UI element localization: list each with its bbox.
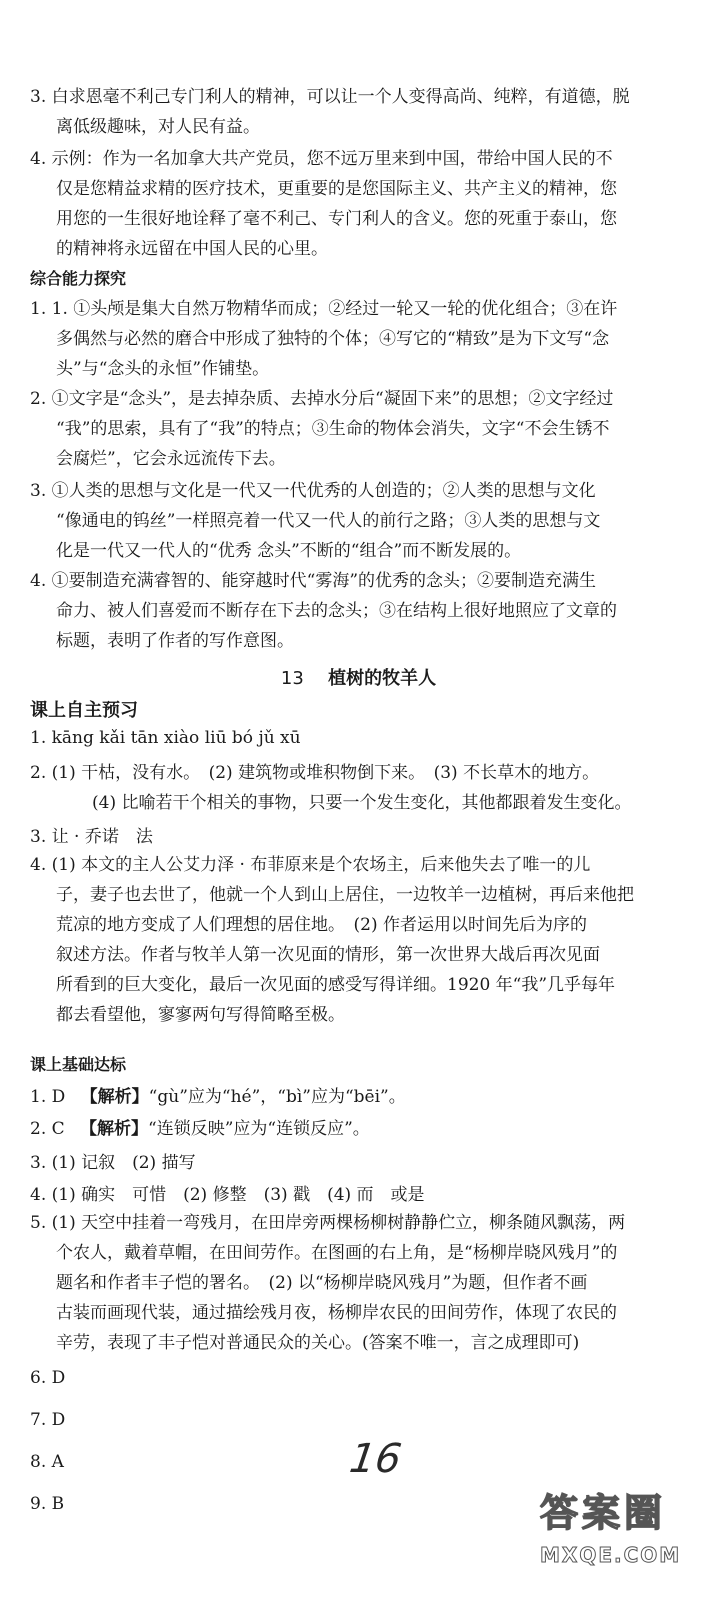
section-heading-dabiao: 课上基础达标	[30, 1055, 127, 1074]
text-line: “像通电的钨丝”一样照亮着一代又一代人的前行之路；③人类的思想与文	[56, 511, 601, 531]
text-line: 多偶然与必然的磨合中形成了独特的个体；④写它的“精致”是为下文写“念	[56, 329, 610, 349]
text-line: 子，妻子也去世了，他就一个人到山上居住，一边牧羊一边植树，再后来他把	[56, 885, 634, 905]
answer-item-2c	[30, 758, 702, 818]
text-line: 个农人，戴着草帽，在田间劳作。在图画的右上角，是“杨柳岸晓风残月”的	[56, 1243, 618, 1263]
text-line: 2. ①文字是“念头”，是去掉杂质、去掉水分后“凝固下来”的思想；②文字经过	[30, 389, 614, 409]
text-line: 命力、被人们喜爱而不断存在下去的念头；③在结构上很好地照应了文章的	[56, 601, 617, 621]
answer-item-5d	[30, 1208, 702, 1358]
answer-item-4c	[30, 850, 702, 1030]
text-line: 仅是您精益求精的医疗技术，更重要的是您国际主义、共产主义的精神，您	[56, 179, 617, 199]
answer-item-4	[30, 144, 702, 264]
answer-item-7d: 7. D	[30, 1410, 66, 1430]
answer-item-6d: 6. D	[30, 1368, 66, 1388]
answer-item-2d	[30, 1114, 370, 1139]
text-line: 3. 白求恩毫不利己专门利人的精神，可以让一个人变得高尚、纯粹，有道德，脱	[30, 87, 630, 107]
text-line: 3. ①人类的思想与文化是一代又一代优秀的人创造的；②人类的思想与文化	[30, 481, 596, 501]
analysis-tag: 【解析】	[80, 1119, 149, 1139]
answer-choice: 1. D	[30, 1087, 66, 1107]
lesson-name: 植树的牧羊人	[328, 668, 437, 689]
text-line: 化是一代又一代人的“优秀 念头”不断的“组合”而不断发展的。	[56, 541, 522, 561]
answer-item-3b	[30, 476, 702, 566]
text-line: 辛劳，表现了丰子恺对普通民众的关心。(答案不唯一，言之成理即可)	[56, 1333, 580, 1353]
text-line: 用您的一生很好地诠释了毫不利己、专门利人的含义。您的死重于泰山，您	[56, 209, 617, 229]
text-line: 所看到的巨大变化，最后一次见面的感受写得详细。1920 年“我”几乎每年	[56, 975, 616, 995]
text-line: 5. (1) 天空中挂着一弯残月，在田岸旁两棵杨柳树静静伫立，柳条随风飘荡，两	[30, 1213, 626, 1233]
lesson-title	[0, 664, 717, 690]
lesson-number: 13	[280, 668, 304, 689]
answer-item-4b	[30, 566, 702, 656]
text-line: 4. 示例：作为一名加拿大共产党员，您不远万里来到中国，带给中国人民的不	[30, 149, 613, 169]
text-line: 题名和作者丰子恺的署名。 (2) 以“杨柳岸晓风残月”为题，但作者不画	[56, 1273, 588, 1293]
answer-choice: 2. C	[30, 1119, 65, 1139]
analysis-text: “连锁反映”应为“连锁反应”。	[148, 1119, 370, 1139]
answer-item-3	[30, 82, 702, 142]
text-line: 叙述方法。作者与牧羊人第一次见面的情形，第一次世界大战后再次见面	[56, 945, 600, 965]
text-line: 4. ①要制造充满睿智的、能穿越时代“雾海”的优秀的念头；②要制造充满生	[30, 571, 597, 591]
text-line: “我”的思索，具有了“我”的特点；③生命的物体会消失，文字“不会生锈不	[56, 419, 610, 439]
text-line: 的精神将永远留在中国人民的心里。	[56, 239, 328, 259]
watermark-site: MXQE.COM	[540, 1543, 682, 1567]
watermark-glyphs: 答案圈	[540, 1491, 667, 1535]
analysis-tag: 【解析】	[80, 1087, 149, 1107]
answer-item-1	[30, 294, 702, 384]
answer-item-2	[30, 384, 702, 474]
text-line: 会腐烂”，它会永远流传下去。	[56, 449, 286, 469]
answer-item-3d: 3. (1) 记叙 (2) 描写	[30, 1153, 196, 1173]
text-line: 头”与“念头的永恒”作铺垫。	[56, 359, 270, 379]
text-line: 4. (1) 本文的主人公艾力泽 · 布菲原来是个农场主，后来他失去了唯一的儿	[30, 855, 591, 875]
section-heading-yuxi: 课上自主预习	[30, 700, 138, 721]
watermark-logo	[540, 1482, 710, 1592]
pinyin-answer: 1. kāng kǎi tān xiào liū bó jǔ xū	[30, 728, 301, 748]
answer-item-9d: 9. B	[30, 1494, 65, 1514]
answer-item-1d	[30, 1082, 406, 1107]
answer-item-4d: 4. (1) 确实 可惜 (2) 修整 (3) 戳 (4) 而 或是	[30, 1185, 425, 1205]
text-line: (4) 比喻若干个相关的事物，只要一个发生变化，其他都跟着发生变化。	[92, 793, 632, 813]
answer-item-3c: 3. 让 · 乔诺 法	[30, 827, 153, 847]
text-line: 离低级趣味，对人民有益。	[56, 117, 260, 137]
page-number: 16	[346, 1436, 405, 1482]
analysis-text: “gù”应为“hé”，“bì”应为“bēi”。	[148, 1087, 406, 1107]
answer-item-8d: 8. A	[30, 1452, 64, 1472]
text-line: 古装而画现代装，通过描绘残月夜，杨柳岸农民的田间劳作，体现了农民的	[56, 1303, 617, 1323]
text-line: 标题，表明了作者的写作意图。	[56, 631, 294, 651]
text-line: 2. (1) 干枯，没有水。 (2) 建筑物或堆积物倒下来。 (3) 不长草木的地方。	[30, 763, 600, 783]
text-line: 荒凉的地方变成了人们理想的居住地。 (2) 作者运用以时间先后为序的	[56, 915, 587, 935]
text-line: 都去看望他，寥寥两句写得简略至极。	[56, 1005, 345, 1025]
text-line: 1. 1. ①头颅是集大自然万物精华而成；②经过一轮又一轮的优化组合；③在许	[30, 299, 618, 319]
section-heading-zonghe: 综合能力探究	[30, 269, 127, 288]
